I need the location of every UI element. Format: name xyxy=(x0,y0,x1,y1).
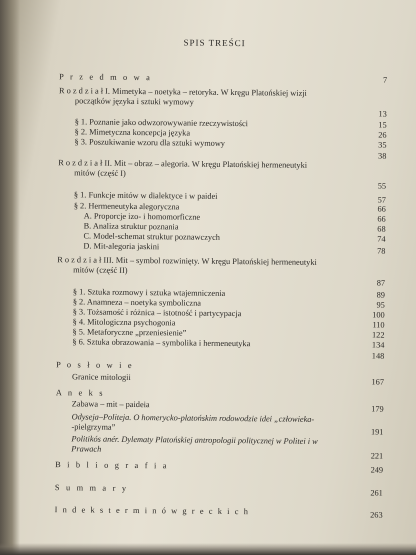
toc-page-number: 263 xyxy=(370,510,383,520)
toc-entry-chapter-2: R o z d z i a ł II. Mit – obraz – alegoria. W kręgu Platońskiej hermeneutyki xyxy=(58,158,308,170)
toc-entry-section: § 1. Sztuka rozmowy i sztuka wtajemniczenia xyxy=(72,287,226,298)
toc-entry-chapter-3-cont: mitów (część II) xyxy=(73,265,128,275)
toc-entry-section: § 2. Hermeneutyka alegoryczna xyxy=(73,201,180,212)
toc-entry-subsection: B. Analiza struktur poznania xyxy=(83,221,179,232)
toc-page-number: 57 xyxy=(377,195,386,205)
toc-page-number: 134 xyxy=(371,340,385,350)
toc-entry-section: § 6. Sztuka obrazowania – symbolika i hermeneutyka xyxy=(72,337,251,349)
toc-entry-subsection: A. Proporcje izo- i homomorficzne xyxy=(83,211,201,222)
toc-entry-chapter-3: R o z d z i a ł III. Mit – symbol rozwinięty. W kręgu Platońskiej hermeneutyki xyxy=(57,255,317,267)
toc-page-number: 148 xyxy=(371,351,385,361)
toc-entry-annex: A n e k s xyxy=(55,388,105,398)
toc-entry-section: § 3. Poszukiwanie wzoru dla sztuki wymowy xyxy=(74,137,226,148)
toc-page-number: 55 xyxy=(377,181,387,191)
toc-entry-section: Politikós anér. Dylematy Platońskiej antropologii politycznej w Politei i w xyxy=(71,434,318,446)
toc-entry-subsection: D. Mit-alegoria jaskini xyxy=(83,241,160,252)
toc-page-number: 66 xyxy=(377,204,386,214)
toc-page-number: 122 xyxy=(372,330,385,340)
toc-page-number: 13 xyxy=(378,109,387,119)
toc-entry-chapter-2-cont: mitów (część I) xyxy=(74,168,126,178)
toc-page-number: 38 xyxy=(378,151,387,161)
toc-page-number: 95 xyxy=(376,300,385,310)
toc-page-number: 249 xyxy=(370,465,384,475)
toc-entry-section-cont: Prawach xyxy=(71,444,102,454)
toc-entry-summary: S u m m a r y xyxy=(54,483,129,493)
toc-entry-index: I n d e k s t e r m i n ó w g r e c k i c h xyxy=(54,505,250,517)
toc-entry-section: § 1. Poznanie jako odwzorowywanie rzeczywistości xyxy=(74,117,249,129)
toc-entry-section: § 4. Mitologiczna psychogonia xyxy=(72,317,176,328)
toc-page-number: 87 xyxy=(376,278,386,288)
page-shadow-bottom xyxy=(0,543,416,555)
toc-page-number: 179 xyxy=(371,404,384,414)
toc-entry-section: § 5. Metaforyczne „przeniesienie” xyxy=(72,327,187,338)
toc-entry-chapter-1-cont: początków języka i sztuki wymowy xyxy=(74,96,194,107)
toc-page-number: 100 xyxy=(372,310,385,320)
toc-entry-section: § 2. Anamneza – noetyka symboliczna xyxy=(72,297,201,308)
toc-page-number: 261 xyxy=(370,488,383,498)
toc-entry-section: Zabawa – mit – paideia xyxy=(71,399,150,410)
page-title: SPIS TREŚCI xyxy=(183,37,246,49)
toc-entry-section: § 1. Funkcje mitów w dialektyce i w paidei xyxy=(73,190,218,201)
toc-page-number: 78 xyxy=(377,246,386,256)
toc-page-number: 191 xyxy=(370,427,384,437)
toc-page-number: 7 xyxy=(382,75,388,85)
toc-entry-afterword: P o s ł o w i e xyxy=(56,360,134,371)
toc-page-number: 26 xyxy=(378,130,387,140)
toc-page-number: 221 xyxy=(370,451,384,461)
toc-entry-section: Granice mitologii xyxy=(72,372,131,382)
toc-page-number: 15 xyxy=(378,120,387,130)
toc-entry-bibliography: B i b l i o g r a f i a xyxy=(55,460,169,471)
toc-page-number: 35 xyxy=(378,140,387,150)
toc-entry-section: Odyseja–Politeja. O homerycko-platońskim rodowodzie idei „człowieka- xyxy=(71,412,315,424)
toc-entry-section: § 2. Mimetyczna koncepcja języka xyxy=(74,127,191,138)
toc-page-number: 110 xyxy=(372,320,385,330)
toc-page-number: 167 xyxy=(371,377,385,387)
page-shadow-left xyxy=(0,0,20,555)
toc-page-number: 89 xyxy=(376,290,385,300)
toc-entry-section-cont: -pielgrzyma” xyxy=(71,422,116,432)
toc-entry-preface: P r z e d m o w a xyxy=(59,72,153,83)
toc-entry-subsection: C. Model-schemat struktur poznawczych xyxy=(83,231,220,242)
toc-page-number: 74 xyxy=(377,234,386,244)
table-of-contents xyxy=(34,0,410,555)
toc-entry-section: § 3. Tożsamość i różnica – istotność i partycypacja xyxy=(72,307,242,319)
toc-page-number: 68 xyxy=(377,224,386,234)
toc-page-number: 66 xyxy=(377,214,386,224)
toc-entry-chapter-1: R o z d z i a ł I. Mimetyka – noetyka – retoryka. W kręgu Platońskiej wizji xyxy=(59,86,307,98)
